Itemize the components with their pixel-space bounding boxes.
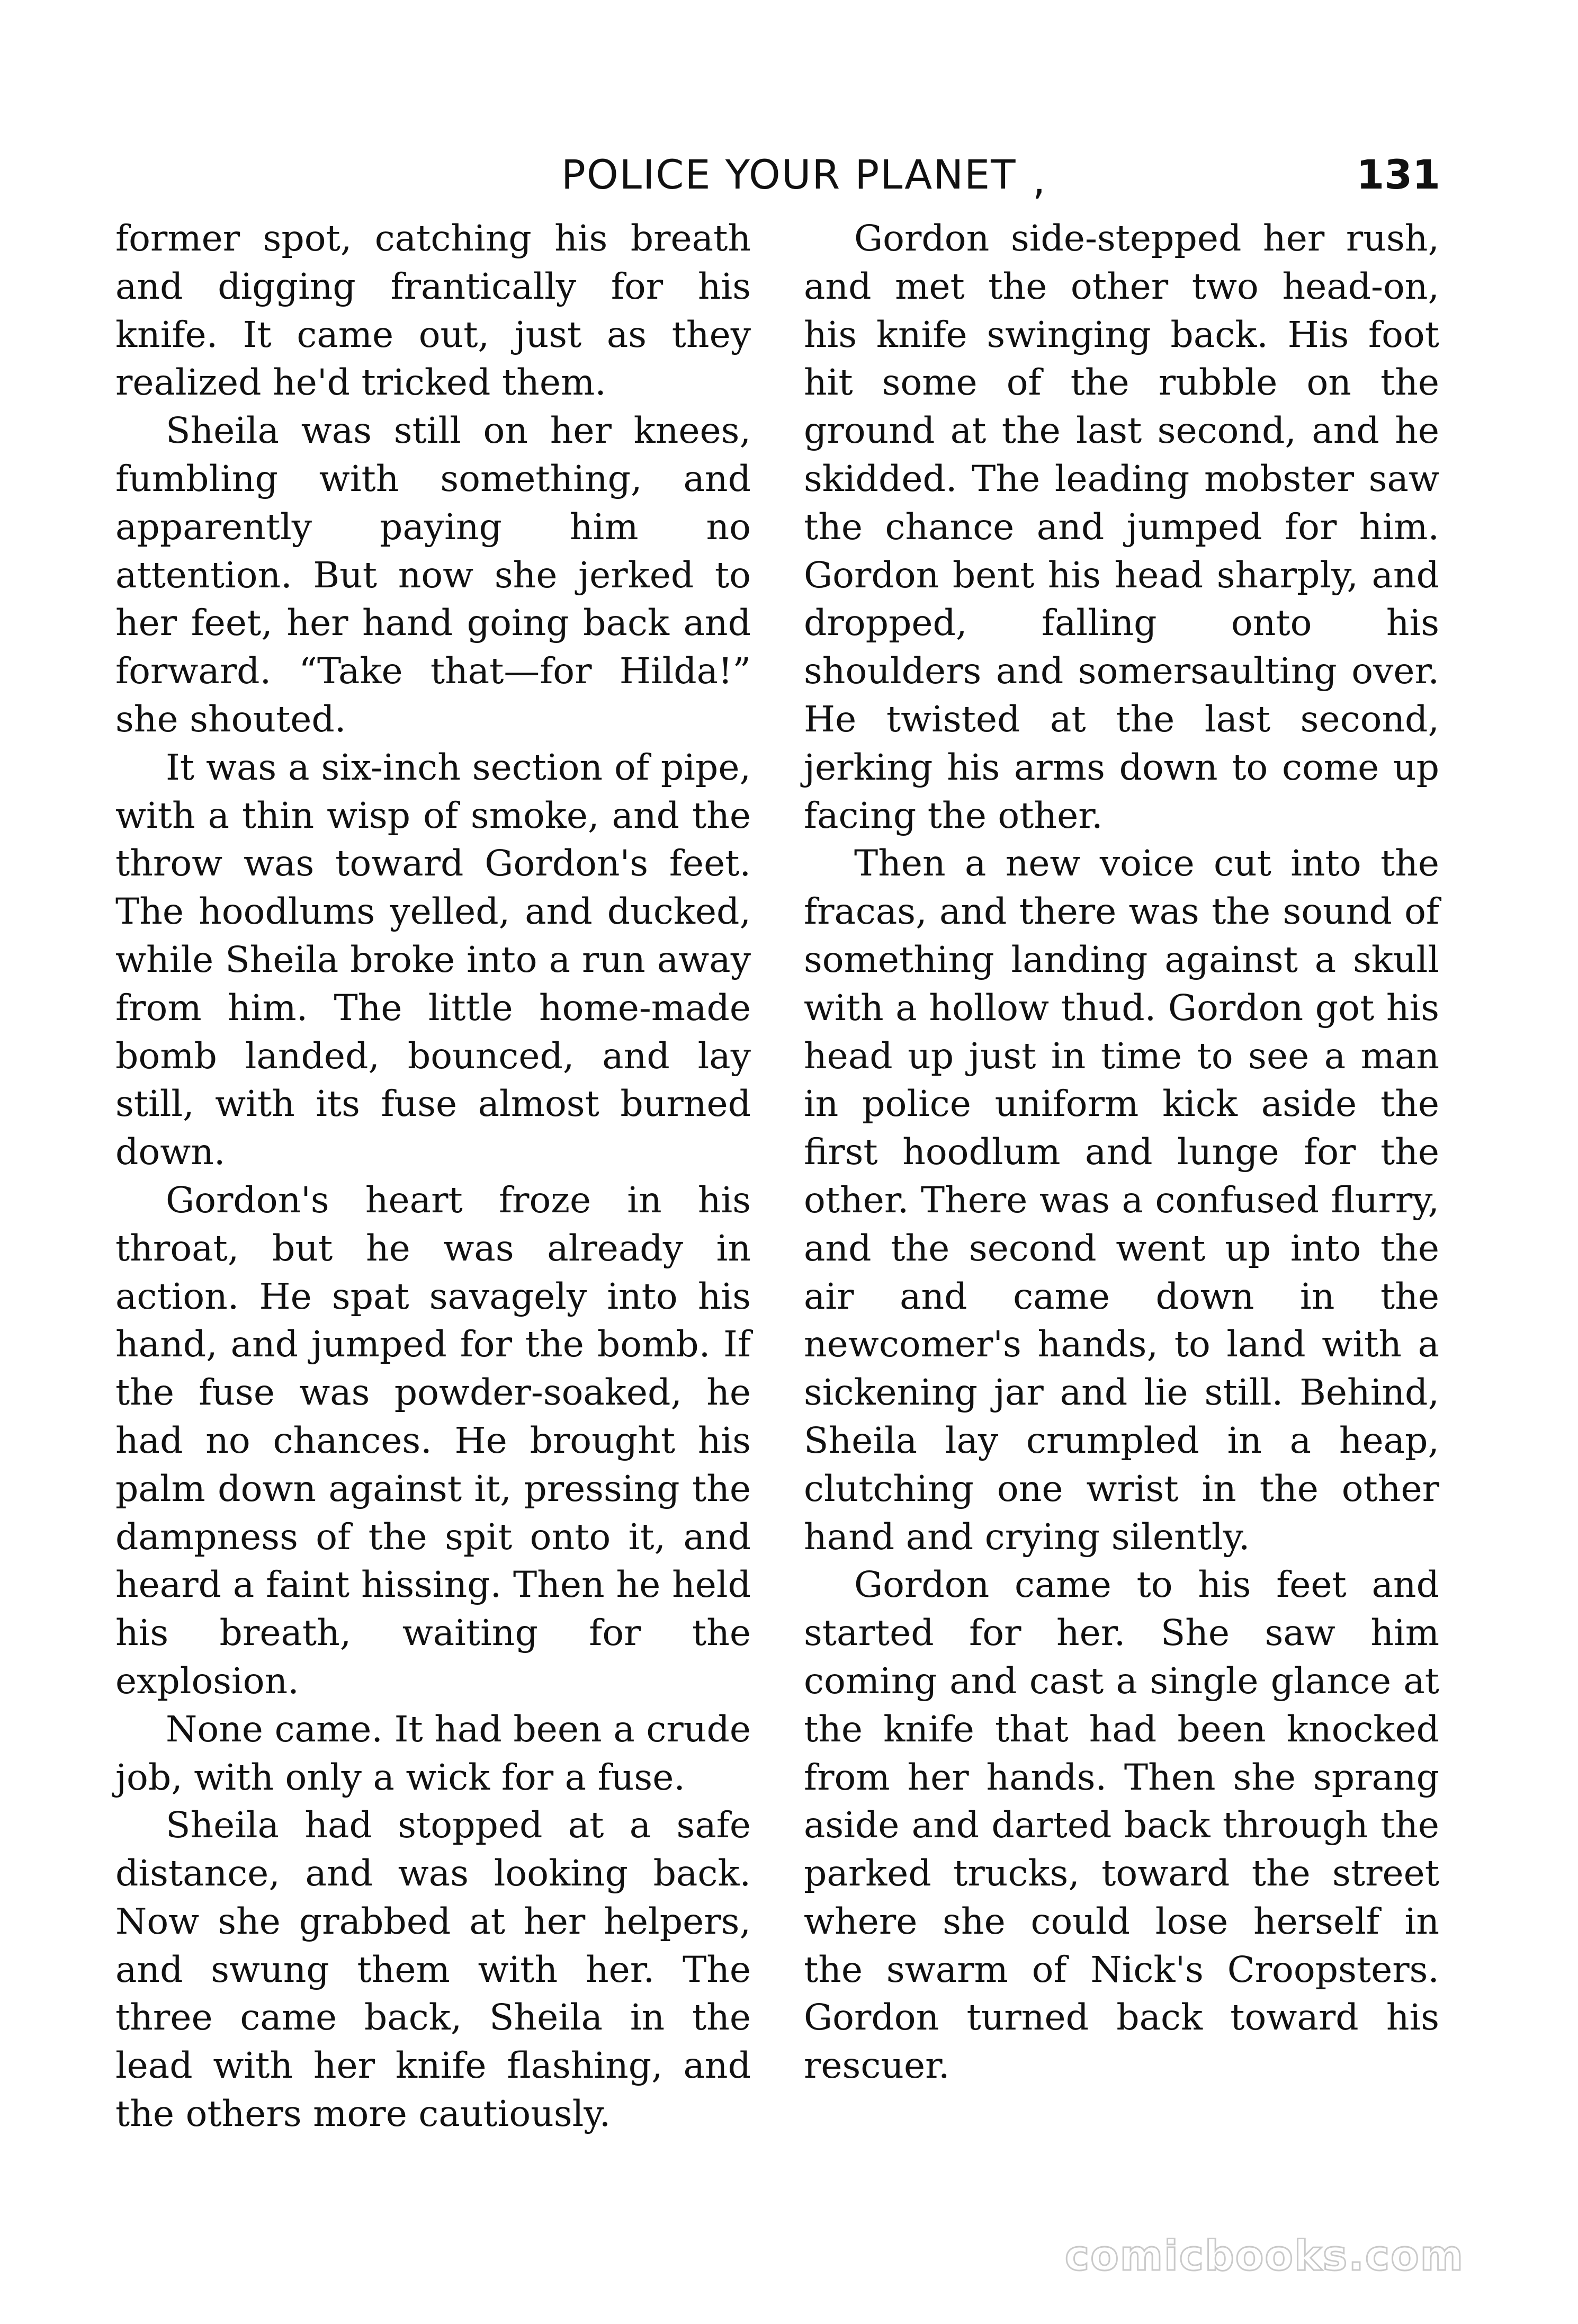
paragraph: former spot, catching his breath and digging frantically for his knife. It came out, just as they realized he'd tricked them.: [115, 217, 751, 404]
paragraph: Gordon's heart froze in his throat, but he was already in action. He spat savagely into his hand, and jumped for the bomb. If the fuse was powder-soaked, he had no chances. He brought his palm down against it, pressing the dampness of the spit onto it, and heard a faint hissing. Then he held his breath, waiting for the explosion.: [115, 1178, 751, 1702]
paragraph: Gordon came to his feet and started for her. She saw him coming and cast a single glance at the knife that had been knocked from her hands. Then she sprang aside and darted back through the parked trucks, toward the street where she could lose herself in the swarm of Nick's Croopsters. Gordon turned back toward his rescuer.: [804, 1563, 1439, 2087]
paragraph: Sheila was still on her knees, fumbling with something, and apparently paying him no attention. But now she jerked to her feet, her hand going back and forward. “Take that—for Hilda!” she shouted.: [115, 409, 751, 740]
paragraph: Sheila had stopped at a safe distance, and was looking back. Now she grabbed at her helpers, and swung them with her. The three came back, Sheila in the lead with her knife flashing, and the others more cautiously.: [115, 1804, 751, 2135]
left-column: [115, 214, 751, 2138]
watermark: comicbooks.com: [1064, 2232, 1464, 2280]
paragraph: None came. It had been a crude job, with only a wick for a fuse.: [115, 1708, 751, 1798]
page-number: 131: [1356, 151, 1440, 198]
right-column: [804, 214, 1439, 2090]
paragraph: It was a six-inch section of pipe, with a thin wisp of smoke, and the throw was toward Gordon's feet. The hoodlums yelled, and ducked, while Sheila broke into a run away from him. The little home-made bomb landed, bounced, and lay still, with its fuse almost burned down.: [115, 746, 751, 1173]
header-mark: ,: [1033, 156, 1046, 203]
paragraph: Then a new voice cut into the fracas, and there was the sound of something landing against a skull with a hollow thud. Gordon got his head up just in time to see a man in police uniform kick aside the first hoodlum and lunge for the other. There was a confused flurry, and the second went up into the air and came down in the newcomer's hands, to land with a sickening jar and lie still. Behind, Sheila lay crumpled in a heap, clutching one wrist in the other hand and crying silently.: [804, 842, 1439, 1558]
page-header: [561, 143, 1440, 207]
paragraph: Gordon side-stepped her rush, and met the other two head-on, his knife swinging back. His foot hit some of the rubble on the ground at the last second, and he skidded. The leading mobster saw the chance and jumped for him. Gordon bent his head sharply, and dropped, falling onto his shoulders and somersaulting over. He twisted at the last second, jerking his arms down to come up facing the other.: [804, 217, 1439, 836]
running-title: POLICE YOUR PLANET: [561, 151, 1017, 198]
